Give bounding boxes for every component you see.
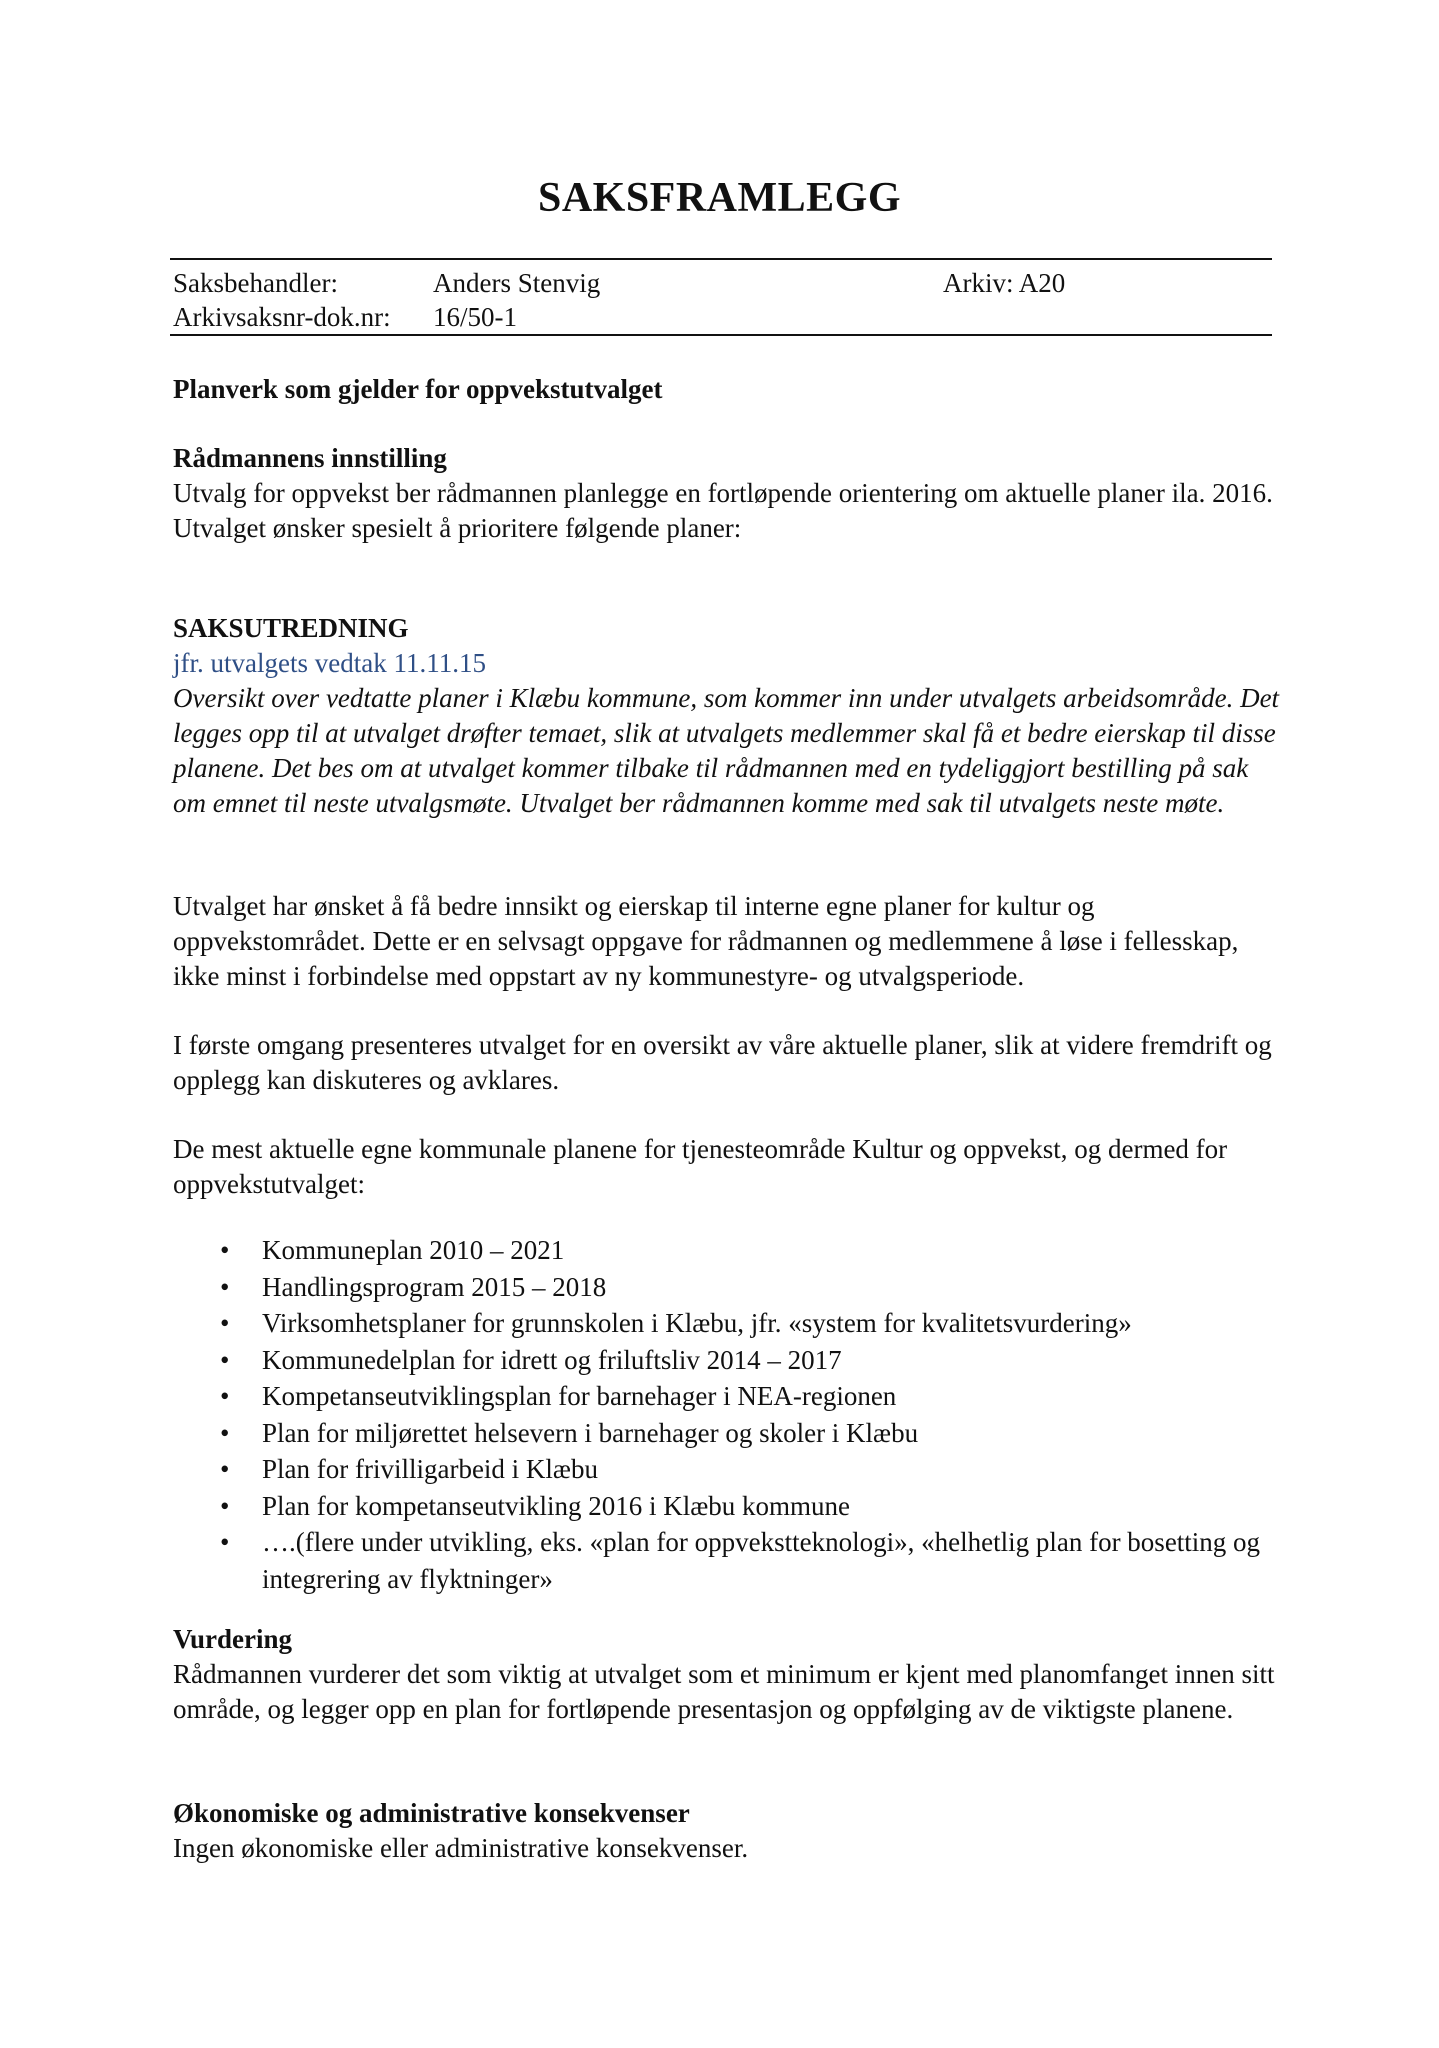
- list-item: [173, 1342, 1283, 1379]
- recommendation-heading: Rådmannens innstilling: [173, 443, 447, 473]
- list-item: [173, 1269, 1283, 1306]
- plan-name: Kommuneplan 2010 – 2021: [262, 1235, 565, 1265]
- list-item: [173, 1232, 1283, 1269]
- bullet-icon: •: [220, 1490, 230, 1521]
- header-top-rule: [170, 258, 1272, 260]
- bullet-icon: •: [220, 1271, 230, 1302]
- consequences-text: Ingen økonomiske eller administrative konsekvenser.: [173, 1833, 749, 1863]
- bullet-icon: •: [220, 1235, 230, 1265]
- consequences-heading: Økonomiske og administrative konsekvenser: [173, 1798, 690, 1828]
- list-item: [173, 1305, 1283, 1342]
- case-subject: Planverk som gjelder for oppvekstutvalget: [173, 374, 663, 404]
- bullet-icon: •: [220, 1344, 230, 1375]
- plans-list: [173, 1232, 1283, 1597]
- plan-name: Kommunedelplan for idrett og friluftsliv 2014 – 2017: [262, 1344, 842, 1375]
- assessment-heading: Vurdering: [173, 1624, 293, 1654]
- plan-name: Handlingsprogram 2015 – 2018: [262, 1271, 607, 1302]
- plan-name: Plan for frivilligarbeid i Klæbu: [262, 1454, 598, 1484]
- list-item: [173, 1524, 1283, 1597]
- decision-reference: jfr. utvalgets vedtak 11.11.15: [173, 648, 486, 678]
- list-item: [173, 1378, 1283, 1415]
- list-item: [173, 1415, 1283, 1452]
- list-item: [173, 1451, 1283, 1488]
- bullet-icon: •: [220, 1527, 230, 1557]
- investigation-paragraph-3: De mest aktuelle egne kommunale planene for tjenesteområde Kultur og oppvekst, og dermed for oppvekstutvalget:: [173, 1134, 1228, 1199]
- decision-quote: Oversikt over vedtatte planer i Klæbu kommune, som kommer inn under utvalgets arbeidsområde. Det legges opp til at utvalget drøfter temaet, slik at utvalgets medlemmer skal få et bedre eierskap til disse planene. Det bes om at utvalget kommer tilbake til rådmannen med en tydeliggjort bestilling på sak om emnet til neste utvalgsmøte. Utvalget ber rådmannen komme med sak til utvalgets neste møte.: [173, 683, 1280, 818]
- bullet-icon: •: [220, 1454, 230, 1484]
- handler-label: Saksbehandler:: [173, 268, 338, 298]
- header-bottom-rule: [170, 334, 1272, 336]
- assessment-text: Rådmannen vurderer det som viktig at utvalget som et minimum er kjent med planomfanget innen sitt område, og legger opp en plan for fortløpende presentasjon og oppfølging av de viktigste planene.: [173, 1659, 1275, 1724]
- investigation-heading: SAKSUTREDNING: [173, 613, 409, 643]
- case-number-value: 16/50-1: [433, 302, 517, 332]
- case-number-label: Arkivsaksnr-dok.nr:: [173, 302, 391, 332]
- plan-name: ….(flere under utvikling, eks. «plan for oppvekstteknologi», «helhetlig plan for bosetting og integrering av flyktninger»: [262, 1527, 1261, 1594]
- plan-name: Virksomhetsplaner for grunnskolen i Klæbu, jfr. «system for kvalitetsvurdering»: [262, 1308, 1132, 1338]
- investigation-paragraph-2: I første omgang presenteres utvalget for en oversikt av våre aktuelle planer, slik at videre fremdrift og opplegg kan diskuteres og avklares.: [173, 1030, 1272, 1095]
- bullet-icon: •: [220, 1308, 230, 1338]
- list-item: [173, 1488, 1283, 1525]
- investigation-paragraph-1: Utvalget har ønsket å få bedre innsikt og eierskap til interne egne planer for kultur og oppvekstområdet. Dette er en selvsagt oppgave for rådmannen og medlemmene å løse i fellesskap, ikke minst i forbindelse med oppstart av ny kommunestyre- og utvalgsperiode.: [173, 891, 1239, 991]
- bullet-icon: •: [220, 1417, 230, 1448]
- archive-label: Arkiv: A20: [943, 268, 1066, 298]
- handler-value: Anders Stenvig: [433, 268, 601, 298]
- plan-name: Plan for miljørettet helsevern i barnehager og skoler i Klæbu: [262, 1417, 919, 1448]
- recommendation-text: Utvalg for oppvekst ber rådmannen planlegge en fortløpende orientering om aktuelle planer ila. 2016. Utvalget ønsker spesielt å prioritere følgende planer:: [173, 478, 1273, 543]
- plan-name: Kompetanseutviklingsplan for barnehager i NEA-regionen: [262, 1381, 897, 1411]
- bullet-icon: •: [220, 1381, 230, 1411]
- plan-name: Plan for kompetanseutvikling 2016 i Klæbu kommune: [262, 1490, 850, 1521]
- document-title: SAKSFRAMLEGG: [537, 175, 902, 221]
